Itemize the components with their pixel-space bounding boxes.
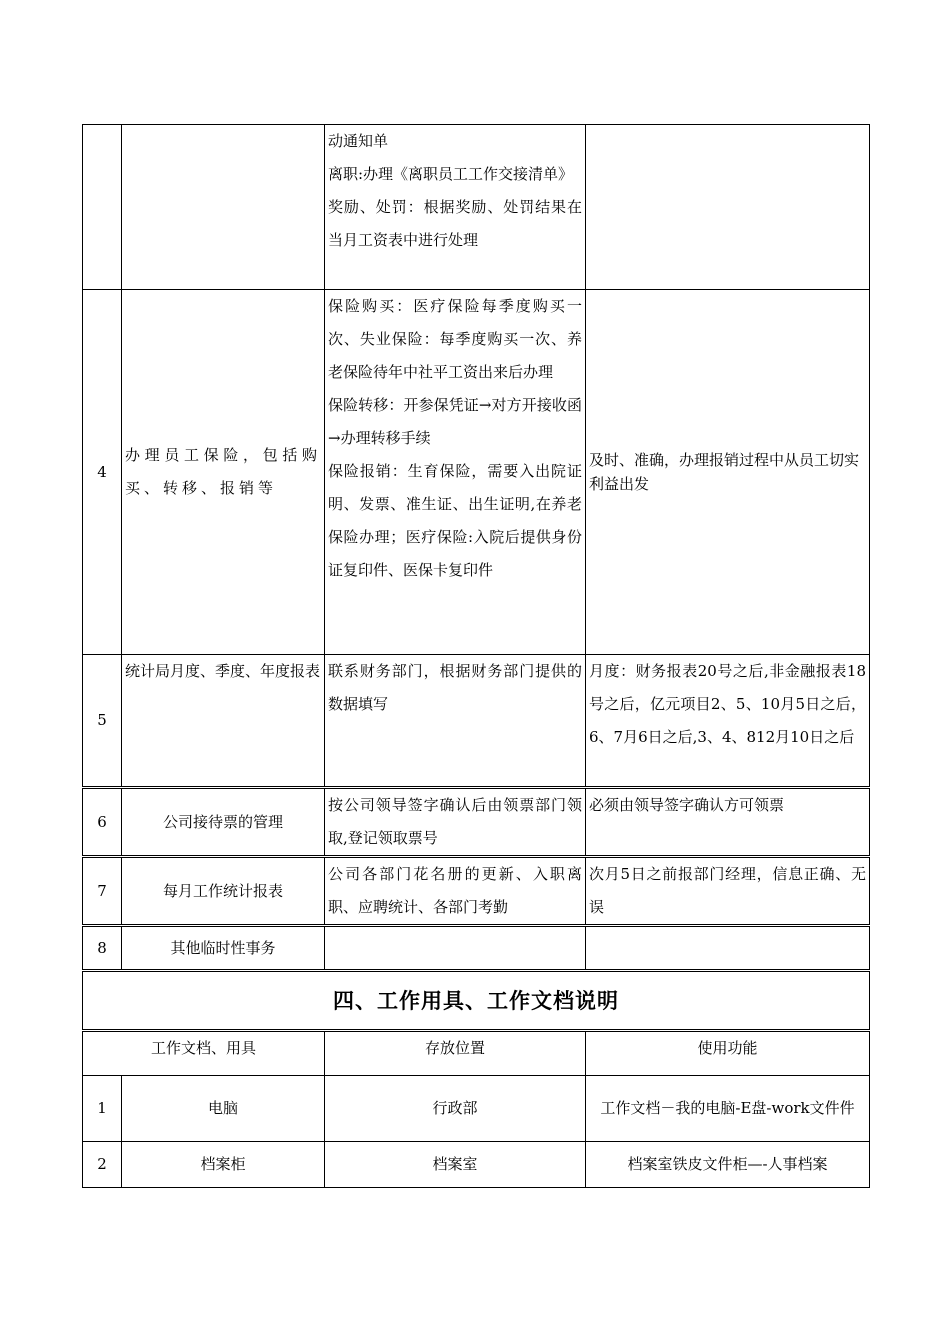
task-cell: 统计局月度、季度、年度报表 [122,655,325,788]
task-cell: 办理员工保险，包括购买、转移、报销等 [122,290,325,655]
table-row [83,788,870,857]
method-line: 奖励、处罚：根据奖励、处罚结果在当月工资表中进行处理 [328,198,582,249]
header-location: 存放位置 [325,1031,586,1076]
table-row [83,857,870,926]
standard-cell: 次月5日之前报部门经理，信息正确、无误 [586,857,870,926]
standard-cell: 月度：财务报表20号之后,非金融报表18号之后，亿元项目2、5、10月5日之后，6、7月6日之后,3、4、812月10日之后 [586,655,870,788]
method-cell [325,125,586,290]
row-number: 6 [83,788,122,857]
method-line: 保险报销：生育保险，需要入出院证明、发票、准生证、出生证明,在养老保险办理；医疗保险:入院后提供身份证复印件、医保卡复印件 [328,462,582,579]
method-line: 离职:办理《离职员工工作交接清单》 [328,165,574,183]
table-row [83,926,870,971]
task-cell: 公司接待票的管理 [122,788,325,857]
row-number: 1 [83,1076,122,1142]
tool-location: 档案室 [325,1142,586,1188]
standard-cell [586,926,870,971]
section-title: 四、工作用具、工作文档说明 [83,971,870,1031]
tool-item: 档案柜 [122,1142,325,1188]
row-number: 8 [83,926,122,971]
table-row [83,125,870,290]
work-table [82,124,870,1188]
table-row [83,290,870,655]
header-item: 工作文档、用具 [83,1031,325,1076]
task-cell [122,125,325,290]
row-number: 2 [83,1142,122,1188]
task-cell: 其他临时性事务 [122,926,325,971]
method-line: 保险转移：开参保凭证→对方开接收函→办理转移手续 [328,396,582,447]
section-title-row [83,971,870,1031]
header-function: 使用功能 [586,1031,870,1076]
method-cell [325,926,586,971]
tool-item: 电脑 [122,1076,325,1142]
table-row [83,1142,870,1188]
method-line: 保险购买：医疗保险每季度购买一次、失业保险：每季度购买一次、养老保险待年中社平工资出来后办理 [328,297,582,381]
row-number: 7 [83,857,122,926]
row-number: 5 [83,655,122,788]
task-cell: 每月工作统计报表 [122,857,325,926]
method-line: 公司各部门花名册的更新、入职离职、应聘统计、各部门考勤 [328,865,582,916]
section-header-row [83,1031,870,1076]
method-line: 联系财务部门，根据财务部门提供的数据填写 [328,662,582,713]
method-cell [325,788,586,857]
standard-cell: 必须由领导签字确认方可领票 [586,788,870,857]
standard-cell [586,125,870,290]
tool-function: 工作文档－我的电脑-E盘-work文件件 [586,1076,870,1142]
standard-cell: 及时、准确，办理报销过程中从员工切实利益出发 [586,290,870,655]
method-cell [325,857,586,926]
document-page [82,124,869,1188]
method-cell [325,290,586,655]
method-line: 动通知单 [328,132,389,150]
tool-location: 行政部 [325,1076,586,1142]
method-cell [325,655,586,788]
tool-function: 档案室铁皮文件柜—-人事档案 [586,1142,870,1188]
row-number [83,125,122,290]
table-row [83,655,870,788]
method-line: 按公司领导签字确认后由领票部门领取,登记领取票号 [328,796,582,847]
table-row [83,1076,870,1142]
row-number: 4 [83,290,122,655]
